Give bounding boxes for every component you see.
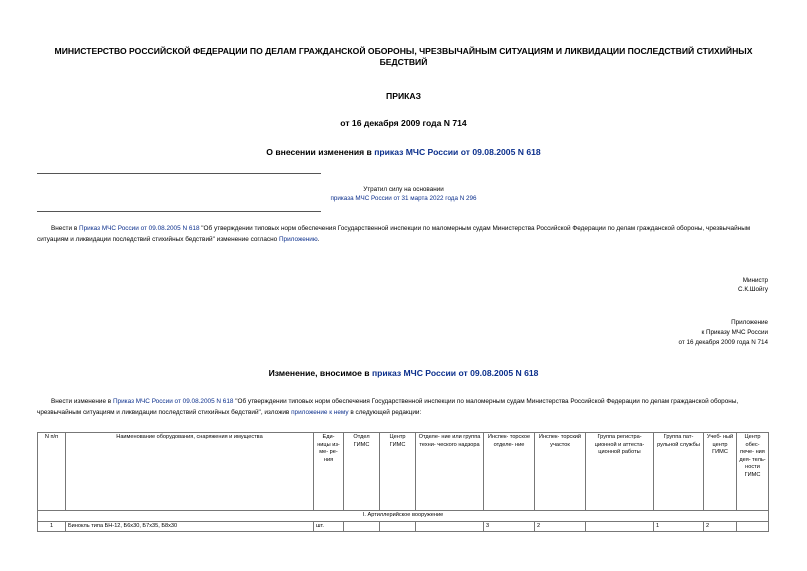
col-header-patrol: Группа пат- рульной службы	[654, 433, 704, 511]
cell-study: 2	[704, 521, 737, 532]
doc-date-number: от 16 декабря 2009 года N 714	[340, 118, 467, 128]
body-p1-pre: Внести в	[51, 225, 79, 232]
change-p-pre: Внести изменение в	[51, 398, 113, 405]
cell-n: 1	[38, 521, 66, 532]
section-title: I. Артиллерийское вооружение	[38, 511, 769, 522]
signature-name: С.К.Шойгу	[738, 286, 768, 293]
cell-insp-otd: 3	[484, 521, 535, 532]
cell-reg	[586, 521, 654, 532]
table-header-row	[38, 433, 769, 511]
appendix-to: к Приказу МЧС России	[701, 329, 768, 336]
body-p1-appendix-link[interactable]: Приложению	[278, 235, 318, 243]
norms-table	[37, 432, 769, 532]
cell-otdel	[344, 521, 380, 532]
cell-support	[737, 521, 769, 532]
col-header-insp-uch: Инспек- торский участок	[535, 433, 586, 511]
cell-centr	[380, 521, 416, 532]
appendix-date: от 16 декабря 2009 года N 714	[678, 339, 768, 346]
ministry-heading: МИНИСТЕРСТВО РОССИЙСКОЙ ФЕДЕРАЦИИ ПО ДЕЛАМ ГРАЖДАНСКОЙ ОБОРОНЫ, ЧРЕЗВЫЧАЙНЫМ СИТУАЦИЯМ И ЛИКВИДАЦИИ ПОСЛЕДСТВИЙ СТИХИЙНЫХ БЕДСТВИЙ	[54, 46, 753, 67]
col-header-study: Учеб- ный центр ГИМС	[704, 433, 737, 511]
col-header-insp-otd: Инспек- торское отделе- ние	[484, 433, 535, 511]
change-title-link[interactable]: приказ МЧС России от 09.08.2005 N 618	[371, 368, 539, 378]
cell-name: Бинокль типа БН-12, Б6х30, Б7х35, Б8х30	[66, 521, 314, 532]
body-p1-mid: "Об утверждении типовых норм обеспечения Государственной инспекции по маломерным судам Министерства Российской Федерации по делам гражданской обороны, чрезвычайным ситуациям и ликвидации последствий стихийных бедствий" изменение согласно	[37, 225, 751, 243]
change-title	[30, 368, 777, 379]
doc-title-link[interactable]: приказ МЧС России от 09.08.2005 N 618	[374, 147, 541, 157]
change-p-link[interactable]: Приказ МЧС России от 09.08.2005 N 618	[112, 398, 234, 405]
cell-tech	[416, 521, 484, 532]
change-paragraph	[37, 397, 768, 418]
body-paragraph	[37, 224, 768, 245]
change-title-prefix: Изменение, вносимое в	[268, 368, 372, 378]
doc-title	[30, 147, 777, 158]
change-p-appendix-link[interactable]: приложение к нему	[291, 408, 349, 416]
col-header-n: N п/п	[38, 433, 66, 511]
lost-force-text: Утратил силу на основании	[363, 186, 444, 193]
lost-force-link[interactable]: приказа МЧС России от 31 марта 2022 года N 296	[330, 195, 477, 202]
col-header-otdel: Отдел ГИМС	[344, 433, 380, 511]
body-p1-link[interactable]: Приказ МЧС России от 09.08.2005 N 618	[78, 225, 200, 232]
col-header-unit: Еди- ницы из- ме- ре- ния	[314, 433, 344, 511]
divider-bottom	[37, 211, 321, 212]
doc-title-prefix: О внесении изменения в	[266, 147, 375, 157]
appendix-label: Приложение	[731, 319, 768, 326]
table-section-row	[38, 511, 769, 522]
divider-top	[37, 173, 321, 174]
lost-force-link-line	[30, 194, 777, 203]
cell-insp-uch: 2	[535, 521, 586, 532]
change-p-end: в следующей редакции:	[348, 408, 422, 416]
doc-type: ПРИКАЗ	[386, 91, 421, 101]
change-p-mid: "Об утверждении типовых норм обеспечения Государственной инспекции по маломерным судам Министерства Российской Федерации по делам гражданской обороны, чрезвычайным ситуациям и ликвидации последствий стихийных бедствий", изложив	[37, 398, 739, 416]
col-header-reg: Группа регистра- ционной и аттеста- ционной работы	[586, 433, 654, 511]
col-header-support: Центр обес- пече- ния дея- тель- ности ГИМС	[737, 433, 769, 511]
table-row	[38, 521, 769, 532]
signature-position: Министр	[742, 277, 768, 284]
body-p1-end: .	[317, 235, 320, 243]
cell-patrol: 1	[654, 521, 704, 532]
col-header-name: Наименование оборудования, снаряжения и имущества	[66, 433, 314, 511]
col-header-centr: Центр ГИМС	[380, 433, 416, 511]
col-header-tech: Отделе- ние или группа техни- ческого надзора	[416, 433, 484, 511]
cell-unit: шт.	[314, 521, 344, 532]
